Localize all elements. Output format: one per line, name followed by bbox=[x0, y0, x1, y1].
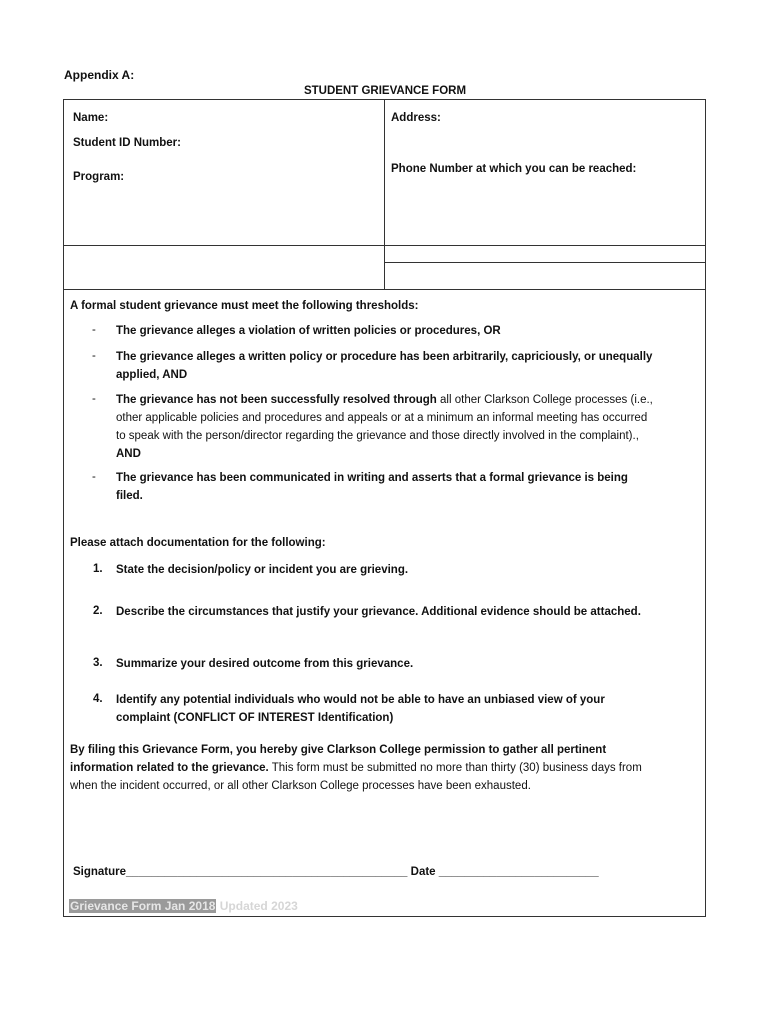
address-field-label: Address: bbox=[391, 112, 441, 124]
threshold-item-3-tail: AND bbox=[116, 448, 141, 460]
doc-item-2: Describe the circumstances that justify your grievance. Additional evidence should be attached. bbox=[116, 606, 641, 618]
bullet-marker: - bbox=[92, 324, 96, 336]
doc-item-3: Summarize your desired outcome from this grievance. bbox=[116, 658, 414, 670]
info-box-divider-right bbox=[384, 262, 706, 263]
name-field-label: Name: bbox=[73, 112, 109, 124]
threshold-item-4: The grievance has been communicated in writing and asserts that a formal grievance is being filed. bbox=[116, 472, 628, 502]
doc-item-number: 1. bbox=[93, 563, 103, 575]
documentation-intro: Please attach documentation for the following: bbox=[70, 537, 326, 549]
doc-item-number: 2. bbox=[93, 605, 103, 617]
bullet-marker: - bbox=[92, 471, 96, 483]
appendix-label: Appendix A: bbox=[64, 68, 135, 82]
filing-statement-bold: By filing this Grievance Form, you hereby give Clarkson College permission to gather all pertinent information related to the grievance. bbox=[70, 744, 607, 774]
footer-updated-text: Updated 2023 bbox=[216, 899, 298, 913]
filing-statement bbox=[70, 741, 670, 795]
thresholds-intro: A formal student grievance must meet the following thresholds: bbox=[70, 300, 419, 312]
doc-item-number: 3. bbox=[93, 657, 103, 669]
threshold-item-3 bbox=[116, 391, 656, 463]
footer-highlighted-text: Grievance Form Jan 2018 bbox=[70, 899, 216, 913]
threshold-item-1: The grievance alleges a violation of written policies or procedures, OR bbox=[116, 325, 501, 337]
signature-date-line[interactable]: Signature____________________________________________ Date _________________________ bbox=[73, 866, 599, 878]
form-title: STUDENT GRIEVANCE FORM bbox=[303, 85, 467, 97]
doc-item-1: State the decision/policy or incident you are grieving. bbox=[116, 564, 409, 576]
threshold-item-3-text: all other Clarkson College processes (i.e., other applicable policies and procedures and appeals or at a minimum an informal meeting has occurred to speak with the person/director regarding the grievance and those directly involved in the complaint)., bbox=[116, 394, 653, 442]
filing-statement-text: This form must be submitted no more than thirty (30) business days from when the incident occurred, or all other Clarkson College processes have been exhausted. bbox=[70, 762, 642, 792]
phone-field-label: Phone Number at which you can be reached: bbox=[391, 163, 637, 175]
doc-item-number: 4. bbox=[93, 693, 103, 705]
bullet-marker: - bbox=[92, 350, 96, 362]
threshold-item-3-bold: The grievance has not been successfully resolved through bbox=[116, 394, 437, 406]
doc-item-4: Identify any potential individuals who would not be able to have an unbiased view of your complaint (CONFLICT OF INTEREST Identification) bbox=[116, 694, 605, 724]
bullet-marker: - bbox=[92, 393, 96, 405]
program-field-label: Program: bbox=[73, 171, 125, 183]
student-id-field-label: Student ID Number: bbox=[73, 137, 181, 149]
footer-version bbox=[69, 899, 298, 913]
threshold-item-2: The grievance alleges a written policy or procedure has been arbitrarily, capriciously, or unequally applied, AND bbox=[116, 351, 653, 381]
info-box-bottom-divider bbox=[63, 289, 706, 290]
info-box-divider-left bbox=[63, 245, 706, 246]
